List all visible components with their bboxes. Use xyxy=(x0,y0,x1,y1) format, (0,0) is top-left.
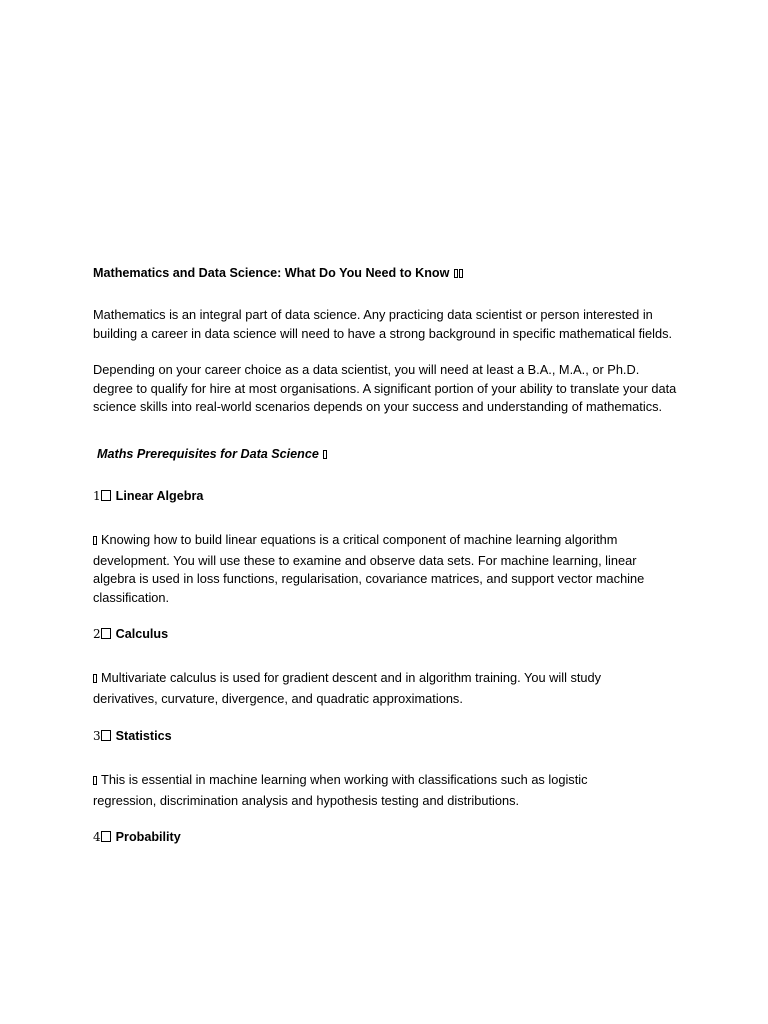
document-title-text: Mathematics and Data Science: What Do You Need to Know xyxy=(93,266,450,280)
emoji-placeholder-icon xyxy=(93,674,97,683)
item-heading-statistics xyxy=(93,727,678,745)
intro-paragraph-1: Mathematics is an integral part of data science. Any practicing data scientist or person interested in building a career in data science will need to have a strong background in specific mathematical fields. xyxy=(93,307,673,341)
item-label: Probability xyxy=(115,830,181,844)
item-heading-linear-algebra xyxy=(93,487,678,505)
item-text-first: Multivariate calculus is used for gradient descent and in algorithm training. You will study xyxy=(101,670,602,685)
item-text-first-line xyxy=(93,768,678,792)
emoji-placeholder-icon xyxy=(323,450,327,459)
item-text-first: Knowing how to build linear equations is a critical component of machine learning algorithm xyxy=(101,531,618,547)
item-text-rest: development. You will use these to examine and observe data sets. For machine learning, linear algebra is used in loss functions, regularisation, covariance matrices, and support vector machine classification. xyxy=(93,552,645,605)
item-heading-calculus xyxy=(93,625,678,643)
intro-paragraph-2: Depending on your career choice as a data scientist, you will need at least a B.A., M.A., or Ph.D. degree to qualify for hire at most organisations. A significant portion of your ability to translate your data science skills into real-world scenarios depends on your success and understanding of mathematics. xyxy=(93,362,677,414)
item-number: 2 xyxy=(93,627,101,641)
item-label: Statistics xyxy=(115,728,172,743)
keycap-placeholder-icon xyxy=(101,831,111,842)
item-number: 4 xyxy=(93,830,101,844)
section-heading-text: Maths Prerequisites for Data Science xyxy=(97,446,319,461)
item-text-rest: derivatives, curvature, divergence, and quadratic approximations. xyxy=(93,691,463,706)
item-text-linear-algebra xyxy=(93,528,678,608)
emoji-placeholder-icon xyxy=(93,536,97,545)
item-text-first-line xyxy=(93,528,678,552)
keycap-placeholder-icon xyxy=(101,628,111,639)
item-label: Calculus xyxy=(115,627,169,641)
document-page xyxy=(93,263,678,846)
keycap-placeholder-icon xyxy=(101,490,111,501)
item-number: 3 xyxy=(93,728,101,743)
item-text-first: This is essential in machine learning when working with classifications such as logistic xyxy=(101,771,588,787)
item-text-first-line xyxy=(93,666,678,690)
section-heading xyxy=(93,445,678,463)
emoji-placeholder-icon xyxy=(459,269,463,278)
item-label: Linear Algebra xyxy=(115,488,204,503)
emoji-placeholder-icon xyxy=(454,269,458,278)
emoji-placeholder-icon xyxy=(93,776,97,785)
keycap-placeholder-icon xyxy=(101,730,111,741)
item-text-calculus xyxy=(93,666,678,709)
document-title xyxy=(93,263,678,283)
item-text-statistics xyxy=(93,768,678,811)
item-number: 1 xyxy=(93,488,101,503)
item-text-rest: regression, discrimination analysis and hypothesis testing and distributions. xyxy=(93,792,520,808)
item-heading-probability xyxy=(93,828,678,846)
